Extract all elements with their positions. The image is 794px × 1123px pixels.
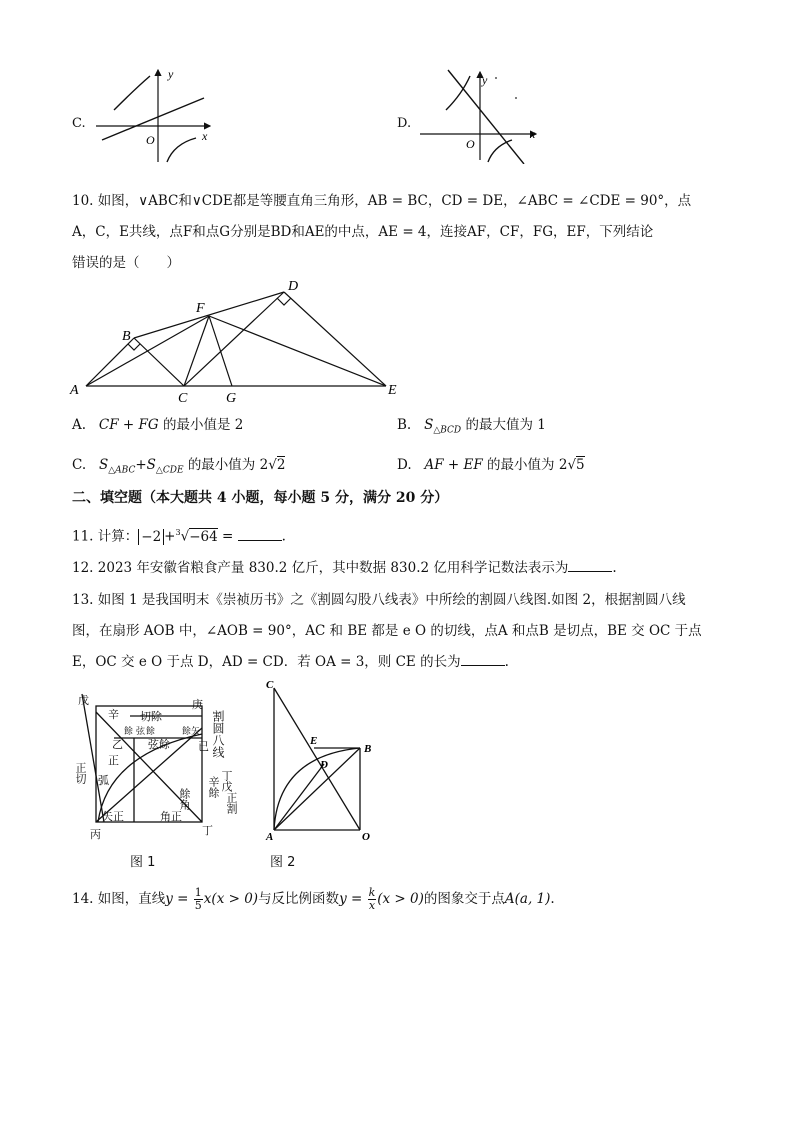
fig1-caption: 图 1 bbox=[130, 855, 156, 870]
fig1-label-yi: 乙 bbox=[112, 739, 123, 751]
fig1-label-yushi: 餘矢 bbox=[182, 726, 201, 736]
q11-abs-value: −2 bbox=[138, 529, 164, 545]
fig1-label-yujiao: 餘角 bbox=[178, 788, 190, 810]
q11-prefix: 11. 计算： bbox=[72, 528, 139, 545]
fig2-label-b: B bbox=[364, 743, 372, 755]
section-heading: 二、填空题（本大题共 4 小题，每小题 5 分，满分 20 分） bbox=[72, 490, 449, 506]
q14-fraction2 bbox=[368, 887, 377, 912]
fig1-label-zhengqie: 正切 bbox=[74, 762, 86, 784]
option-c-label: C. bbox=[72, 116, 86, 131]
q10-option-c-plus: + bbox=[135, 457, 147, 473]
fig1-label-dingwu: 丁戊 bbox=[220, 770, 232, 792]
q10-option-a-expr: CF + FG bbox=[98, 417, 159, 433]
sqrt-sign-icon: √ bbox=[180, 528, 190, 545]
q14-frac1-num: 1 bbox=[194, 886, 202, 899]
sqrt-sign-icon: √ bbox=[268, 457, 277, 473]
q14-y2: y = bbox=[339, 891, 363, 907]
q10-line3: 错误的是（ ） bbox=[72, 255, 180, 271]
q14-prefix: 14. 如图，直线 bbox=[72, 891, 166, 907]
q10-option-d-radicand: 5 bbox=[576, 457, 585, 473]
q10-option-d-text: 的最小值为 2 bbox=[487, 457, 568, 473]
fig2-label-c: C bbox=[266, 679, 274, 691]
fig2-label-e: E bbox=[310, 735, 318, 747]
q11-root-index: 3 bbox=[175, 528, 181, 537]
answer-blank[interactable] bbox=[568, 559, 612, 572]
q10-option-d[interactable] bbox=[397, 455, 585, 475]
option-d-origin: O bbox=[466, 137, 475, 151]
q14 bbox=[72, 884, 555, 914]
fig1-label-zheng: 正 bbox=[108, 755, 119, 767]
fig1-label-shizheng: 矢正 bbox=[102, 811, 124, 823]
q14-cond2: (x > 0) bbox=[377, 891, 424, 907]
q10-label-e: E bbox=[388, 383, 397, 398]
q10-option-d-expr: AF + EF bbox=[424, 457, 483, 473]
q13-line3-text: E，OC 交 e O 于点 D，AD = CD．若 OA = 3，则 CE 的长为 bbox=[72, 654, 461, 670]
q12: 12. 2023 年安徽省粮食产量 830.2 亿斤，其中数据 830.2 亿用科学记数法表示为 . bbox=[72, 560, 617, 576]
fig1-label-zhengge: 正割 bbox=[225, 792, 237, 814]
q10-figure bbox=[66, 276, 406, 406]
fig1-label-hu: 弧 bbox=[98, 775, 109, 787]
option-d-x-label: x bbox=[530, 127, 536, 141]
option-c-origin: O bbox=[146, 133, 155, 147]
fig1-label-xianyu: 弦餘 bbox=[148, 739, 170, 751]
q10-option-c-sub1: △ABC bbox=[108, 465, 136, 476]
fig1-label-xian1: 弦 bbox=[136, 726, 146, 736]
q10-option-c-label: C. bbox=[72, 457, 87, 473]
q14-frac1-den: 5 bbox=[194, 899, 202, 912]
q11: 11. 计算： −2 +$^3$√−64 = . bbox=[72, 528, 286, 545]
q10-option-a-text: 的最小值是 2 bbox=[162, 417, 244, 433]
q13-figure1 bbox=[74, 688, 244, 848]
option-d-graph bbox=[416, 64, 546, 164]
q10-option-d-label: D. bbox=[397, 457, 412, 473]
fig1-label-wu: 戊 bbox=[78, 695, 89, 707]
q10-option-a-label: A. bbox=[72, 417, 87, 433]
q10-option-c-expr2: S bbox=[146, 457, 156, 473]
q11-plus: + bbox=[164, 528, 176, 545]
q14-cond1: (x > 0) bbox=[211, 891, 259, 907]
q13-line2: 图，在扇形 AOB 中，∠AOB = 90°，AC 和 BE 都是 e O 的切线，点A 和点B 是切点，BE 交 OC 于点 bbox=[72, 623, 702, 639]
fig1-label-jiaozheng: 角正 bbox=[160, 811, 182, 823]
fig2-label-o: O bbox=[362, 831, 370, 843]
q10-label-f: F bbox=[196, 301, 205, 316]
q12-text: 12. 2023 年安徽省粮食产量 830.2 亿斤，其中数据 830.2 亿用科学记数法表示为 bbox=[72, 560, 569, 576]
q13-figure2 bbox=[262, 678, 382, 844]
fig1-label-geyuan: 割圆八线 bbox=[211, 710, 225, 758]
q10-option-b-label: B. bbox=[397, 417, 412, 433]
q10-line2: A，C，E共线，点F和点G分别是BD和AE的中点，AE = 4，连接AF，CF，FG，EF，下列结论 bbox=[72, 224, 654, 240]
sqrt-sign-icon: √ bbox=[567, 457, 577, 473]
fig1-label-xinyu: 辛餘 bbox=[207, 776, 219, 798]
option-c-graph bbox=[92, 64, 222, 164]
fig1-label-qiechu: 切除 bbox=[140, 711, 162, 723]
q10-option-b-expr: S bbox=[424, 417, 434, 433]
q10-label-a: A bbox=[70, 383, 79, 398]
q14-fraction1 bbox=[194, 887, 203, 912]
q10-option-b[interactable] bbox=[397, 415, 546, 441]
fig1-label-yu1: 餘 bbox=[124, 726, 134, 736]
q14-end: . bbox=[550, 891, 555, 907]
fig1-label-ji: 已 bbox=[198, 741, 209, 753]
option-c-y-label: y bbox=[168, 67, 174, 81]
q14-suffix: 的图象交于点 bbox=[423, 891, 505, 907]
q10-option-c-text: 的最小值为 2 bbox=[187, 457, 269, 473]
q10-option-a[interactable] bbox=[72, 415, 243, 435]
q10-label-d: D bbox=[288, 279, 299, 294]
q14-point: A(a, 1) bbox=[504, 891, 551, 907]
fig1-label-bing: 丙 bbox=[90, 829, 101, 841]
answer-blank[interactable] bbox=[238, 528, 282, 541]
q13-line1: 13. 如图 1 是我国明末《崇祯历书》之《割圆勾股八线表》中所绘的割圆八线图.如图 2，根据割圆八线 bbox=[72, 592, 686, 608]
q10-option-c-radicand: 2 bbox=[276, 457, 286, 473]
fig1-label-geng: 庚 bbox=[192, 699, 203, 711]
q14-frac2-den: x bbox=[368, 899, 376, 912]
q11-radicand: −64 bbox=[189, 528, 218, 545]
q10-option-b-text: 的最大值为 1 bbox=[465, 417, 546, 433]
q10-line1: 10. 如图，∨ABC和∨CDE都是等腰直角三角形，AB = BC，CD = DE，∠ABC = ∠CDE = 90°，点 bbox=[72, 193, 692, 209]
option-d-label: D. bbox=[397, 116, 412, 131]
q10-label-c: C bbox=[178, 391, 188, 406]
q10-label-g: G bbox=[226, 391, 237, 406]
option-c-x-label: x bbox=[202, 129, 208, 143]
q10-label-b: B bbox=[122, 329, 131, 344]
fig1-label-xin: 辛 bbox=[108, 709, 119, 721]
q14-frac2-num: k bbox=[368, 886, 376, 899]
fig2-label-d: D bbox=[320, 759, 328, 771]
fig2-caption: 图 2 bbox=[270, 855, 296, 870]
q14-mid: 与反比例函数 bbox=[258, 891, 340, 907]
option-d-y-label: y bbox=[482, 73, 488, 87]
q13-line3: E，OC 交 e O 于点 D，AD = CD．若 OA = 3，则 CE 的长为 . bbox=[72, 654, 509, 670]
q10-option-c[interactable] bbox=[72, 455, 285, 481]
q14-y1: y = bbox=[165, 891, 189, 907]
q10-option-c-sub2: △CDE bbox=[155, 465, 184, 476]
fig1-label-ding: 丁 bbox=[202, 825, 213, 837]
q11-equals: = bbox=[221, 528, 234, 545]
fig1-label-yu2: 餘 bbox=[146, 726, 156, 736]
q10-option-b-sub: △BCD bbox=[433, 425, 462, 436]
fig2-label-a: A bbox=[266, 831, 274, 843]
q10-option-c-expr1: S bbox=[99, 457, 109, 473]
q14-x1: x bbox=[203, 891, 212, 907]
answer-blank[interactable] bbox=[461, 653, 505, 666]
